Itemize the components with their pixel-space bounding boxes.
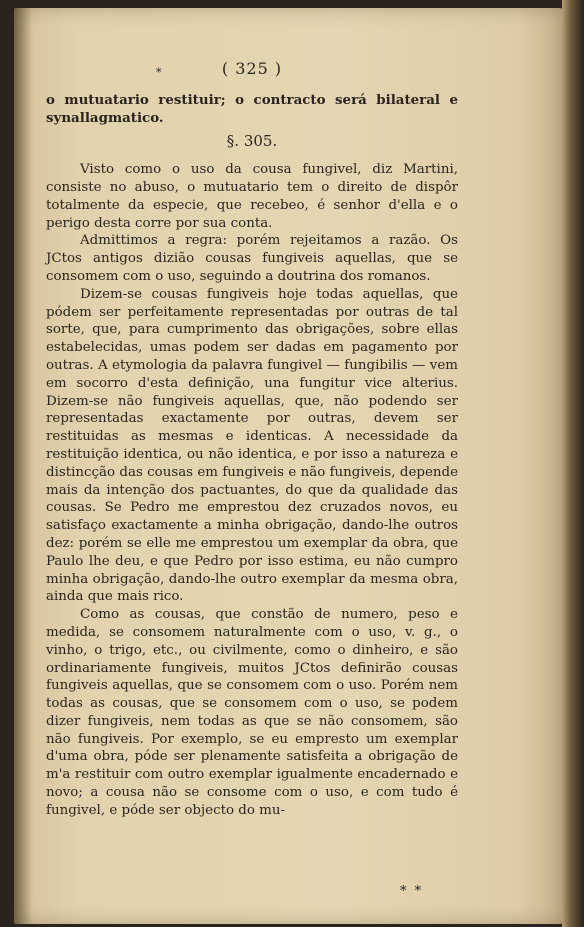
paragraph: Como as cousas, que constão de numero, peso e medida, se consomem naturalmente com o uso, v. g., o vinho, o trigo, etc., ou civilmente, como o dinheiro, e são ordinariamente fungiveis, muitos JCtos definirão cousas fungiveis aquellas, que se consomem com o uso. Porém nem todas as cousas, que se consomem com o uso, se podem dizer fungiveis, nem todas as que se não consomem, são não fungiveis. Por exemplo, se eu empresto um exemplar d'uma obra, póde ser plenamente satisfeita a obrigação de m'a restituir com outro exemplar igualmente encadernado e novo; a cousa não se consome com o uso, e com tudo é fungivel, e póde ser objecto do mu- xyxy=(46,607,458,818)
paragraph: Dizem-se cousas fungiveis hoje todas aquellas, que pódem ser perfeitamente representadas por outras de tal sorte, que, para cumprimento das obrigações, sobre ellas estabelecidas, umas podem ser dadas em pagamento por outras. A etymologia da palavra fungivel — fungibilis — vem em socorro d'esta definição, una fungitur vice alterius. Dizem-se não fungiveis aquellas, que, não podendo ser representadas exactamente por outras, devem ser restituidas as mesmas e identicas. A necessidade da restituição identica, ou não identica, e por isso a natureza e distincção das cousas em fungiveis e não fungiveis, depende mais da intenção dos pactuantes, do que da qualidade das cousas. Se Pedro me emprestou dez cruzados novos, eu satisfaço exactamente a minha obrigação, dando-lhe outros dez: porém se elle me emprestou um exemplar da obra, que Paulo lhe deu, e que Pedro por isso estima, eu não cumpro minha obrigação, dando-lhe outro exemplar da mesma obra, ainda que mais rico. xyxy=(46,286,458,605)
continuation-text: o mutuatario restituir; o contracto será bilateral e synallagmatico. xyxy=(46,91,458,126)
signature-mark: * * xyxy=(400,884,424,899)
page-edge xyxy=(562,0,584,927)
section-title: §. 305. xyxy=(226,132,278,151)
page-header xyxy=(46,60,458,78)
page-text xyxy=(46,60,458,820)
paragraph: Visto como o uso da cousa fungivel, diz Martini, consiste no abuso, o mutuatario tem o direito de dispôr totalmente da especie, que recebeo, é senhor d'ella e o perigo desta corre por sua conta. xyxy=(46,162,458,231)
header-mark: * xyxy=(156,66,163,79)
page-fold-shadow xyxy=(14,8,32,924)
page-number: ( 325 ) xyxy=(221,59,283,78)
paragraph: Admittimos a regra: porém rejeitamos a razão. Os JCtos antigos dizião cousas fungiveis aquellas, que se consomem com o uso, seguindo a doutrina dos romanos. xyxy=(46,233,458,284)
